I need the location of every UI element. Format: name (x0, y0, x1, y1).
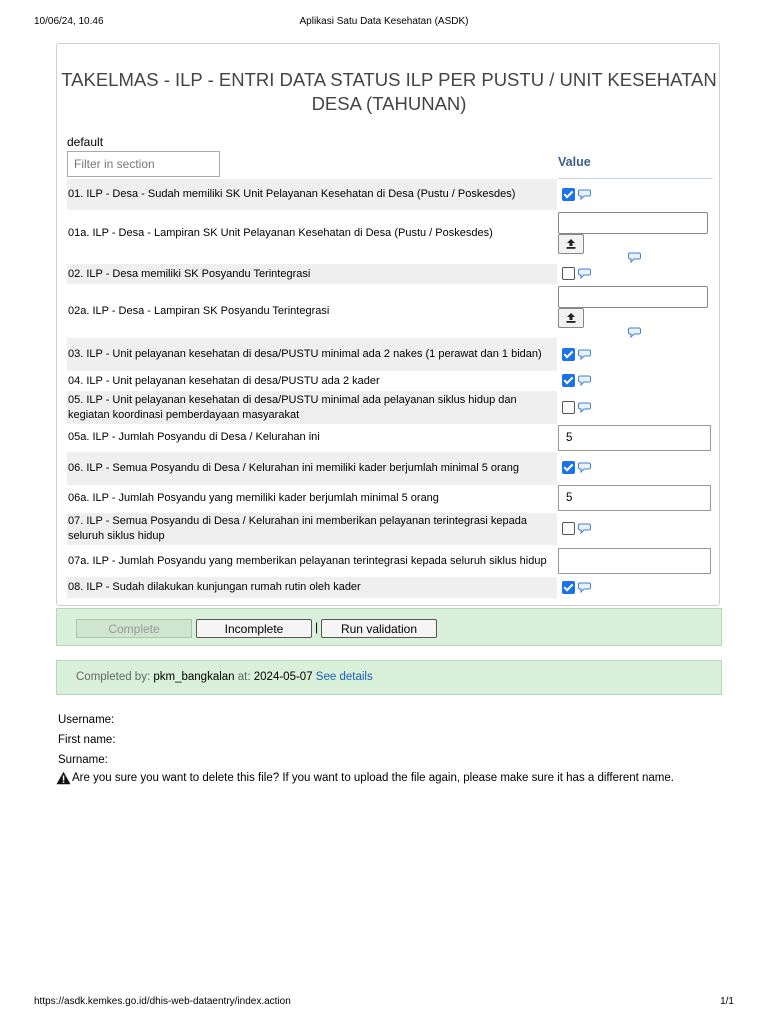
data-element-label: 06. ILP - Semua Posyandu di Desa / Kelurahan ini memiliki kader berjumlah minimal 5 orang (68, 462, 520, 474)
data-element-label: 01. ILP - Desa - Sudah memiliki SK Unit Pelayanan Kesehatan di Desa (Pustu / Poskesdes) (68, 188, 516, 200)
form-panel (56, 43, 720, 606)
comment-icon[interactable] (578, 349, 591, 359)
completed-date: 2024-05-07 (253, 671, 313, 683)
data-element-label: 02a. ILP - Desa - Lampiran SK Posyandu Terintegrasi (68, 304, 330, 317)
data-element-label: 07. ILP - Semua Posyandu di Desa / Kelurahan ini memberikan pelayanan terintegrasi kepada seluruh siklus hidup (68, 515, 528, 542)
number-input[interactable]: 5 (558, 485, 711, 511)
comment-icon[interactable] (578, 523, 591, 533)
data-element-label: 04. ILP - Unit pelayanan kesehatan di desa/PUSTU ada 2 kader (68, 374, 380, 387)
data-element-checkbox[interactable] (562, 401, 575, 414)
completion-info (56, 660, 722, 695)
data-element-checkbox[interactable] (562, 267, 575, 280)
data-element-row (67, 179, 557, 210)
data-element-label: 05. ILP - Unit pelayanan kesehatan di desa/PUSTU minimal ada pelayanan siklus hidup dan kegiatan koordinasi pemberdayaan masyarakat (68, 393, 517, 421)
data-element-row (67, 577, 557, 598)
value-header-divider (558, 178, 713, 179)
section-label: default (67, 135, 104, 149)
print-title: Aplikasi Satu Data Kesehatan (ASDK) (299, 16, 469, 27)
data-element-row (67, 426, 557, 448)
data-element-row (67, 391, 557, 424)
surname-label: Surname: (58, 754, 108, 766)
warning-icon (56, 771, 71, 785)
data-element-row (67, 264, 557, 284)
comment-icon[interactable] (578, 462, 591, 472)
data-element-checkbox[interactable] (562, 348, 575, 361)
print-url: https://asdk.kemkes.go.id/dhis-web-dataentry/index.action (34, 996, 291, 1007)
data-element-checkbox[interactable] (562, 461, 575, 474)
data-element-label: 07a. ILP - Jumlah Posyandu yang memberikan pelayanan terintegrasi kepada seluruh siklus hidup (68, 554, 547, 567)
filter-section-input[interactable] (67, 151, 220, 177)
action-bar (56, 608, 722, 646)
data-element-row (67, 371, 557, 391)
data-element-row (67, 452, 557, 485)
number-input[interactable] (558, 548, 711, 574)
incomplete-button[interactable]: Incomplete (196, 619, 312, 638)
comment-icon[interactable] (578, 375, 591, 385)
file-name-field[interactable] (558, 212, 708, 234)
data-element-row (67, 487, 557, 509)
data-element-label: 03. ILP - Unit pelayanan kesehatan di desa/PUSTU minimal ada 2 nakes (1 perawat dan 1 bidan) (68, 348, 542, 360)
data-element-row (67, 212, 557, 255)
comment-icon[interactable] (628, 252, 641, 262)
comment-icon[interactable] (578, 402, 591, 412)
data-element-label: 05a. ILP - Jumlah Posyandu di Desa / Kelurahan ini (68, 430, 320, 443)
print-page-number: 1/1 (720, 996, 734, 1007)
form-title: TAKELMAS - ILP - ENTRI DATA STATUS ILP PER PUSTU / UNIT KESEHATAN DESA (TAHUNAN) (61, 69, 717, 114)
data-element-label: 06a. ILP - Jumlah Posyandu yang memiliki kader berjumlah minimal 5 orang (68, 491, 439, 504)
completed-at-label: at: (237, 671, 251, 683)
comment-icon[interactable] (578, 189, 591, 199)
comment-icon[interactable] (578, 268, 591, 278)
upload-button[interactable] (558, 234, 584, 254)
run-validation-button[interactable]: Run validation (321, 619, 437, 638)
upload-icon (559, 235, 583, 253)
data-element-label: 01a. ILP - Desa - Lampiran SK Unit Pelayanan Kesehatan di Desa (Pustu / Poskesdes) (68, 227, 493, 239)
warning-text: Are you sure you want to delete this file? If you want to upload the file again, please make sure it has a different name. (72, 772, 674, 784)
data-element-row (67, 513, 557, 545)
first-name-label: First name: (58, 734, 116, 746)
username-label: Username: (58, 714, 115, 726)
data-element-row (67, 288, 557, 334)
delete-file-warning (56, 771, 674, 785)
complete-button[interactable]: Complete (76, 619, 192, 638)
print-date: 10/06/24, 10.46 (34, 16, 104, 27)
completed-by-user: pkm_bangkalan (153, 671, 235, 683)
button-separator: | (315, 620, 319, 634)
comment-icon[interactable] (578, 582, 591, 592)
data-element-checkbox[interactable] (562, 188, 575, 201)
data-element-label: 02. ILP - Desa memiliki SK Posyandu Terintegrasi (68, 267, 311, 280)
see-details-link[interactable]: See details (315, 671, 373, 683)
data-element-label: 08. ILP - Sudah dilakukan kunjungan rumah rutin oleh kader (68, 581, 361, 593)
data-element-row (67, 545, 557, 577)
data-element-row (67, 338, 557, 371)
upload-button[interactable] (558, 308, 584, 328)
file-name-field[interactable] (558, 286, 708, 308)
number-input[interactable]: 5 (558, 425, 711, 451)
data-element-checkbox[interactable] (562, 522, 575, 535)
completed-by-label: Completed by: (76, 671, 151, 683)
data-element-checkbox[interactable] (562, 581, 575, 594)
comment-icon[interactable] (628, 327, 641, 337)
upload-icon (559, 309, 583, 327)
data-element-checkbox[interactable] (562, 374, 575, 387)
value-column-header: Value (558, 155, 591, 169)
